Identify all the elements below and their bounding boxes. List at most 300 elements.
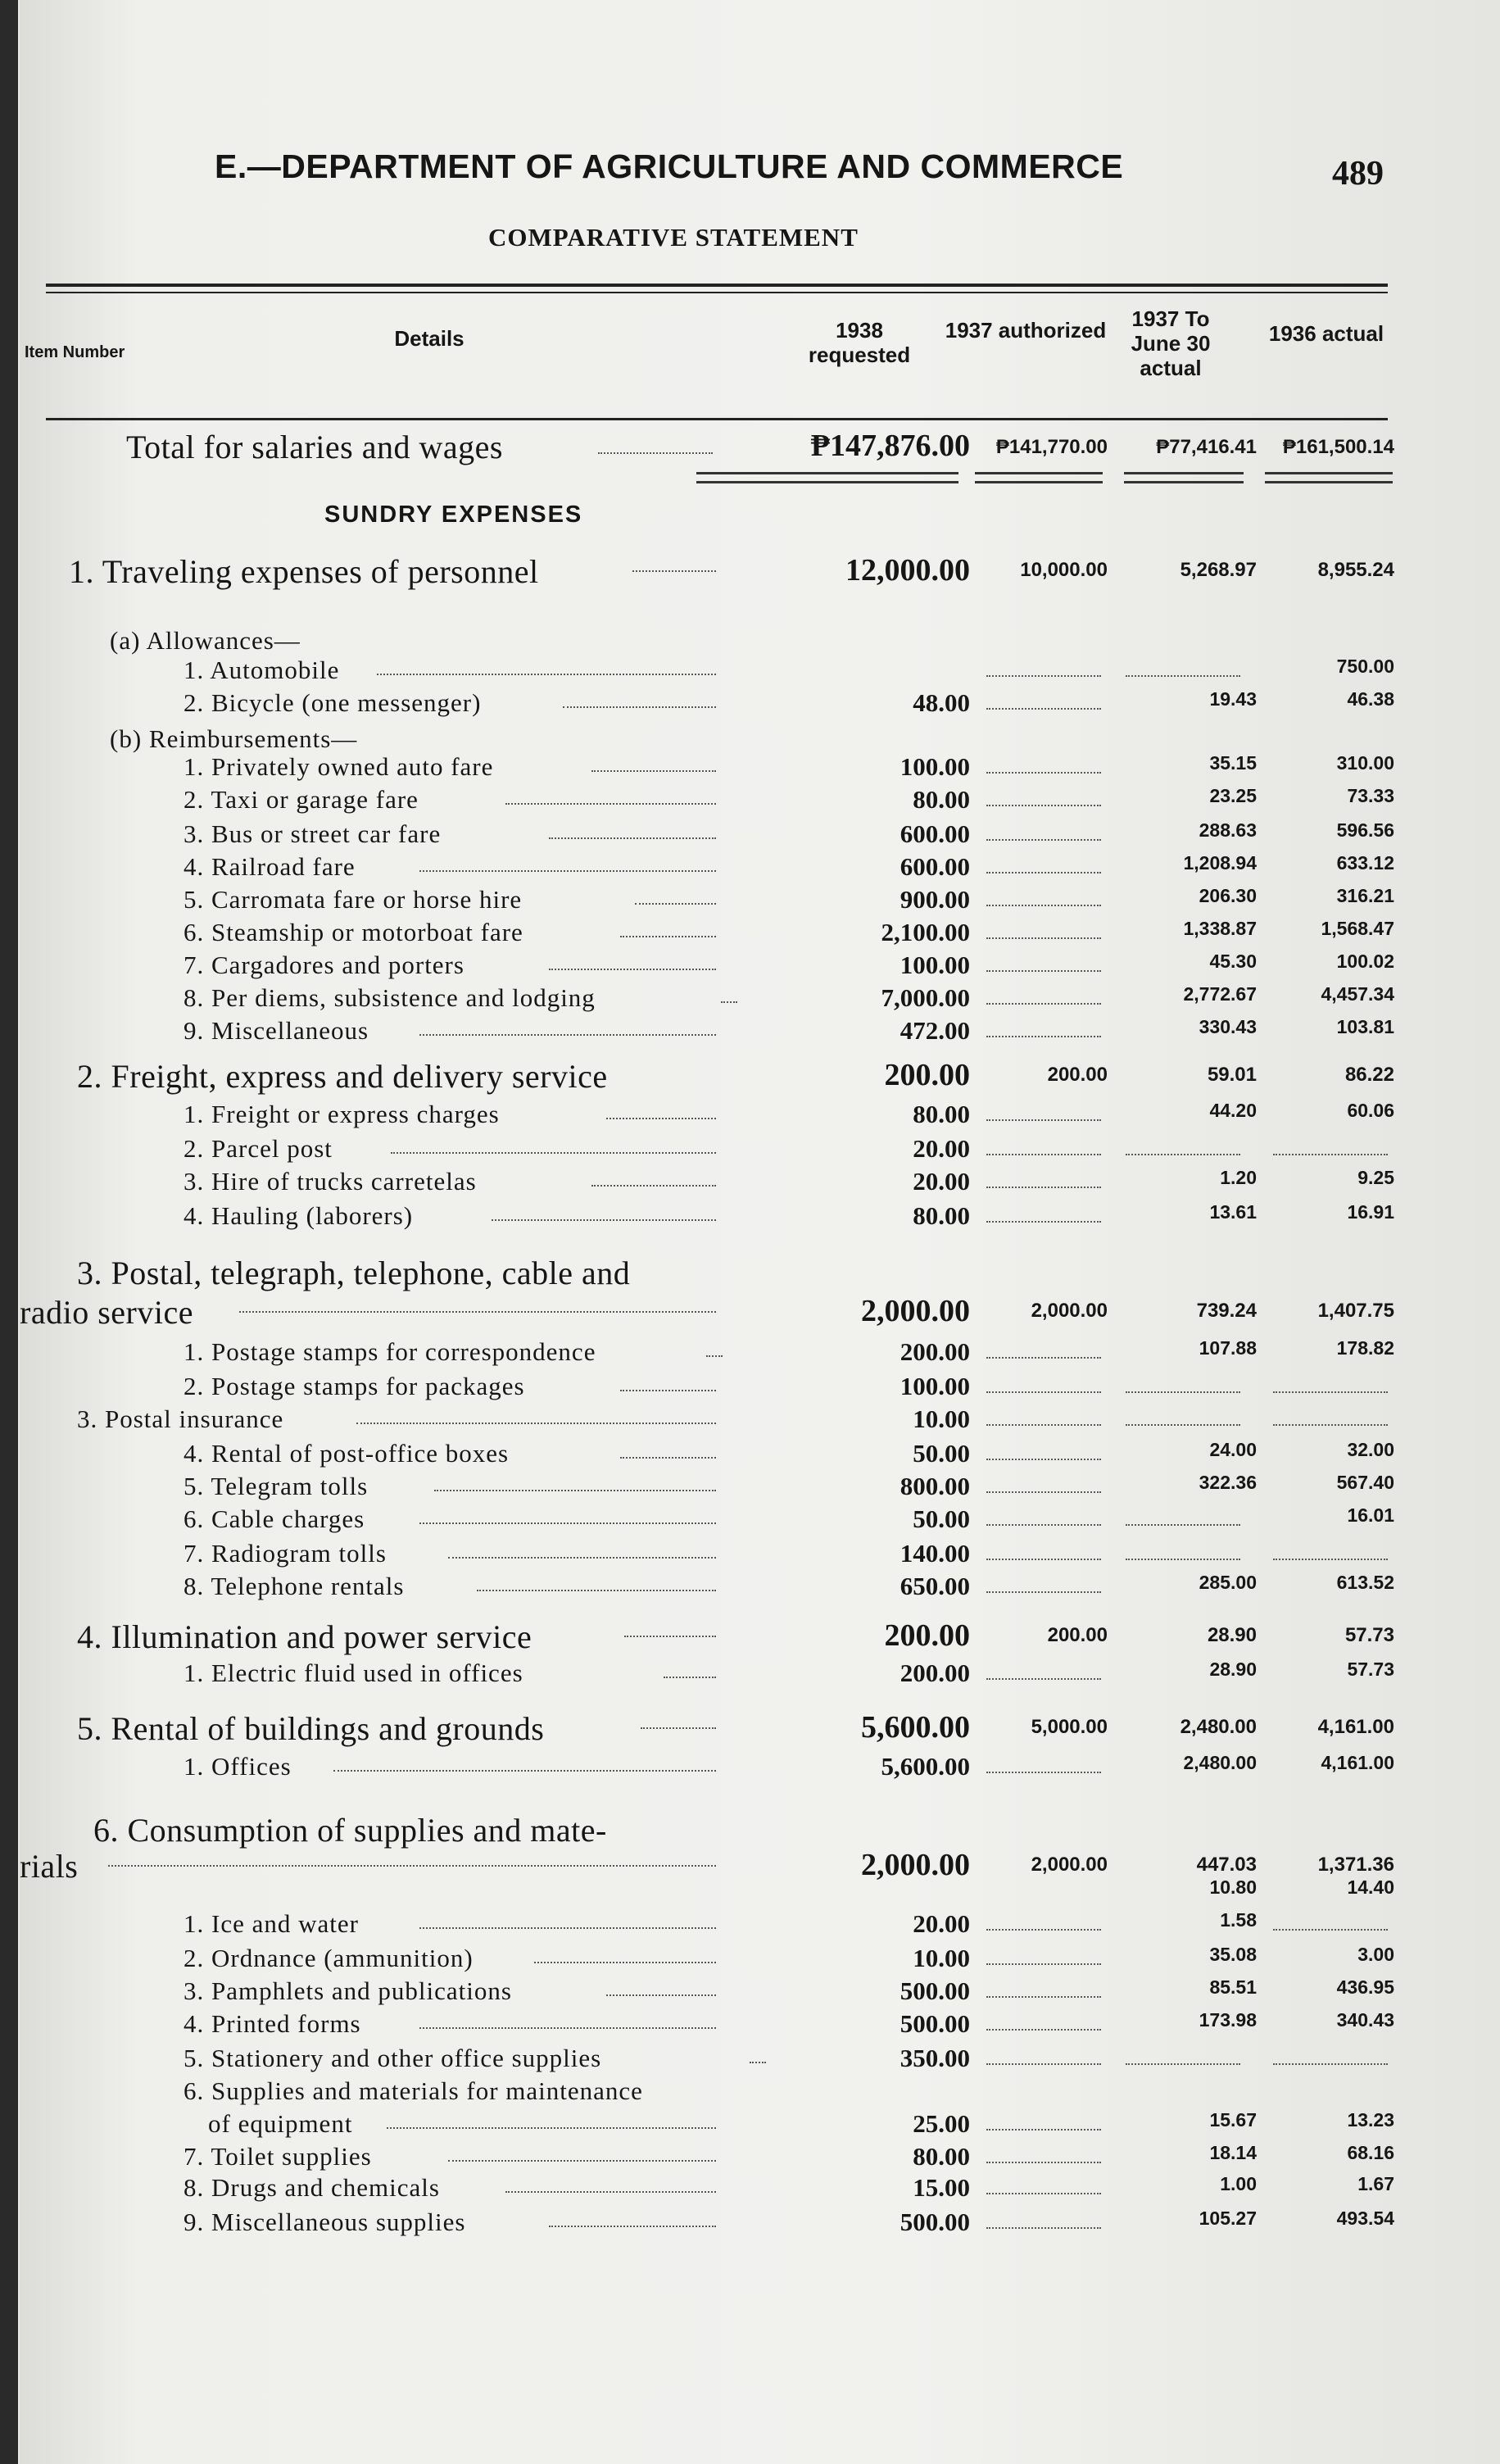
item-label: 4. Rental of post-office boxes [184,1439,510,1468]
department-heading: E.—DEPARTMENT OF AGRICULTURE AND COMMERCE [215,147,1124,185]
item-label: 6. Supplies and materials for maintenance [184,2076,643,2105]
item-label: of equipment [208,2109,353,2138]
amount-c4: 14.40 [1347,1876,1394,1898]
amount-c3: 1,208.94 [1183,852,1257,874]
header-top-rule-2 [46,292,1388,293]
item-label: 2. Postage stamps for packages [184,1372,525,1400]
table-row [20,1504,1500,1537]
amount-c1: 80.00 [913,2142,970,2171]
amount-c1: 48.00 [913,688,970,717]
amount-c4: 310.00 [1336,752,1394,774]
empty-cell-dots [986,2193,1101,2194]
empty-cell-dots [986,2029,1101,2031]
leader-dots [598,452,713,454]
table-row [20,1254,1500,1291]
amount-c4: 4,457.34 [1321,983,1394,1005]
table-row [20,2109,1500,2142]
amount-c3: 23.25 [1209,785,1257,806]
amount-c3: 285.00 [1199,1572,1257,1593]
empty-cell-dots [986,2129,1101,2130]
table-row [20,951,1500,983]
amount-c4: 750.00 [1336,656,1394,677]
empty-cell-dots [986,1036,1101,1037]
amount-c3: 288.63 [1199,819,1257,841]
leader-dots [549,969,716,970]
statement-subtitle: COMPARATIVE STATEMENT [488,223,859,252]
table-row [20,1944,1500,1976]
amount-c4: 613.52 [1336,1572,1394,1593]
amount-c1: 650.00 [900,1572,970,1600]
empty-cell-dots [986,1591,1101,1593]
amount-c1: 200.00 [900,1659,970,1687]
amount-c1: 600.00 [900,852,970,881]
leader-dots [333,1770,716,1772]
table-row [20,1752,1500,1785]
leader-dots [505,2191,716,2193]
col-header-1937-authorized: 1937 authorized [945,318,1107,343]
amount-c4: 8,955.24 [1317,559,1394,581]
item-label: 9. Miscellaneous supplies [184,2208,466,2236]
amount-c1: 900.00 [900,885,970,914]
table-row [20,1372,1500,1404]
amount-c3: 1.00 [1220,2173,1257,2194]
empty-cell-dots [1273,1391,1388,1393]
item-label: 5. Rental of buildings and grounds [77,1710,545,1747]
amount-c3: 35.15 [1209,752,1257,774]
table-row [20,2142,1500,2175]
leader-dots [387,2127,716,2129]
amount-c3: 1.20 [1220,1167,1257,1188]
empty-cell-dots [1273,1424,1388,1426]
leader-dots [620,1457,716,1459]
item-label: 1. Traveling expenses of personnel [69,553,539,590]
item-label: rials [20,1848,79,1885]
empty-cell-dots [986,970,1101,972]
amount-c2: 10,000.00 [1020,559,1108,581]
table-row [20,1659,1500,1691]
item-label: 5. Stationery and other office supplies [184,2044,602,2072]
table-row [20,1404,1500,1437]
amount-c4: 316.21 [1336,885,1394,906]
item-label: 6. Steamship or motorboat fare [184,918,523,946]
empty-cell-dots [986,839,1101,841]
item-label: 3. Pamphlets and publications [184,1976,512,2005]
amount-c1: 10.00 [913,1944,970,1972]
table-row [20,885,1500,918]
amount-c1: 350.00 [900,2044,970,2072]
empty-cell-dots [986,1154,1101,1155]
amount-c1: 472.00 [900,1016,970,1045]
item-label: 2. Freight, express and delivery service [77,1058,608,1095]
amount-c2: 200.00 [1047,1064,1108,1086]
leader-dots [563,706,716,708]
amount-c4: 16.91 [1347,1201,1394,1223]
amount-c3: 10.80 [1209,1876,1257,1898]
table-row [20,1976,1500,2009]
empty-cell-dots [986,1772,1101,1773]
table-row [20,626,1500,659]
table-row [20,2044,1500,2076]
amount-c4: 32.00 [1347,1439,1394,1460]
amount-c1: 200.00 [900,1337,970,1366]
table-row [20,1909,1500,1942]
amount-c1: 500.00 [900,2009,970,2038]
amount-c1: 80.00 [913,1201,970,1230]
empty-cell-dots [986,1524,1101,1526]
amount-c1: 100.00 [900,951,970,979]
amount-c1: 50.00 [913,1504,970,1533]
leader-dots [620,1390,716,1391]
leader-dots [549,2226,716,2227]
amount-c4: 60.06 [1347,1100,1394,1121]
leader-dots [356,1423,716,1424]
empty-cell-dots [986,2063,1101,2065]
item-label: 1. Postage stamps for correspondence [184,1337,596,1366]
empty-cell-dots [986,1391,1101,1393]
item-label: 1. Privately owned auto fare [184,752,494,781]
amount-c4: 1,407.75 [1317,1300,1394,1322]
amount-c4: 16.01 [1347,1504,1394,1526]
leader-dots [419,2027,716,2029]
amount-c1: 500.00 [900,2208,970,2236]
amount-c4: 340.43 [1336,2009,1394,2031]
page-number: 489 [1332,155,1384,193]
amount-c3: 2,480.00 [1180,1716,1257,1738]
total-1937-june: ₱77,416.41 [1156,436,1257,458]
amount-c3: 35.08 [1209,1944,1257,1965]
table-row [20,2173,1500,2206]
amount-c3: 45.30 [1209,951,1257,972]
leader-dots [632,570,716,572]
empty-cell-dots [986,1424,1101,1426]
leader-dots [591,770,716,772]
empty-cell-dots [1126,1391,1240,1393]
amount-c3: 1,338.87 [1183,918,1257,939]
amount-c1: 800.00 [900,1472,970,1500]
empty-cell-dots [986,937,1101,939]
leader-dots [664,1677,716,1678]
amount-c3: 330.43 [1199,1016,1257,1037]
table-row [20,785,1500,818]
empty-cell-dots [986,772,1101,774]
amount-c3: 13.61 [1209,1201,1257,1223]
amount-c3: 2,480.00 [1183,1752,1257,1773]
amount-c1: 12,000.00 [845,553,970,588]
item-label: 1. Freight or express charges [184,1100,500,1128]
amount-c3: 322.36 [1199,1472,1257,1493]
empty-cell-dots [986,1559,1101,1560]
total-underline-3 [1124,472,1244,483]
empty-cell-dots [986,2227,1101,2229]
item-label: 6. Consumption of supplies and mate- [93,1812,607,1849]
leader-dots [492,1219,716,1221]
leader-dots [448,1557,716,1559]
amount-c4: 68.16 [1347,2142,1394,2163]
item-label: 2. Parcel post [184,1134,333,1163]
amount-c3: 5,268.97 [1180,559,1257,581]
item-label: 1. Offices [184,1752,292,1781]
table-row [20,552,1500,590]
empty-cell-dots [986,1929,1101,1931]
item-label: 4. Railroad fare [184,852,356,881]
amount-c3: 59.01 [1207,1064,1257,1086]
empty-cell-dots [1126,675,1240,677]
table-row [20,1439,1500,1472]
item-label: radio service [20,1294,193,1331]
total-underline-1 [696,472,958,483]
amount-c4: 46.38 [1347,688,1394,710]
leader-dots [108,1865,716,1867]
empty-cell-dots [986,805,1101,806]
amount-c4: 57.73 [1344,1624,1394,1646]
leader-dots [377,674,716,675]
empty-cell-dots [986,872,1101,874]
amount-c4: 178.82 [1336,1337,1394,1359]
amount-c3: 44.20 [1209,1100,1257,1121]
header-top-rule [46,284,1388,287]
total-row [20,428,1500,465]
item-label: 3. Hire of trucks carretelas [184,1167,477,1196]
leader-dots [620,936,716,937]
leader-dots [505,803,716,805]
item-label: 4. Illumination and power service [77,1618,532,1655]
table-row [20,1293,1500,1331]
amount-c2: 2,000.00 [1031,1300,1108,1322]
amount-c4: 73.33 [1347,785,1394,806]
leader-dots [641,1727,716,1729]
leader-dots [434,1490,716,1491]
amount-c3: 28.90 [1209,1659,1257,1680]
amount-c4: 100.02 [1336,951,1394,972]
amount-c4: 13.23 [1347,2109,1394,2130]
empty-cell-dots [1273,1559,1388,1560]
table-row [20,688,1500,721]
table-row [20,1057,1500,1095]
leader-dots [721,1001,737,1003]
item-label: (b) Reimbursements— [110,724,358,753]
amount-c3: 19.43 [1209,688,1257,710]
amount-c3: 24.00 [1209,1439,1257,1460]
amount-c3: 18.14 [1209,2142,1257,2163]
leader-dots [624,1636,716,1637]
total-1936: ₱161,500.14 [1282,436,1394,458]
amount-c4: 57.73 [1347,1659,1394,1680]
amount-c1: 2,000.00 [861,1848,970,1882]
amount-c4: 633.12 [1336,852,1394,874]
leader-dots [448,2160,716,2162]
document-page [20,0,1500,2464]
amount-c1: 25.00 [913,2109,970,2138]
amount-c1: 50.00 [913,1439,970,1468]
table-row [20,1876,1500,1909]
leader-dots [534,1962,716,1963]
item-label: 3. Postal insurance [77,1404,284,1433]
amount-c1: 140.00 [900,1539,970,1568]
table-row [20,1618,1500,1655]
table-row [20,1572,1500,1604]
amount-c3: 447.03 [1196,1854,1257,1876]
table-row [20,819,1500,852]
item-label: 6. Cable charges [184,1504,365,1533]
table-row [20,1100,1500,1132]
amount-c4: 9.25 [1357,1167,1394,1188]
item-label: 2. Bicycle (one messenger) [184,688,482,717]
empty-cell-dots [986,905,1101,906]
table-row [20,1337,1500,1370]
amount-c3: 107.88 [1199,1337,1257,1359]
empty-cell-dots [1273,1929,1388,1931]
amount-c4: 1.67 [1357,2173,1394,2194]
amount-c4: 103.81 [1336,1016,1394,1037]
empty-cell-dots [1126,1559,1240,1560]
amount-c3: 85.51 [1209,1976,1257,1998]
col-header-details: Details [394,326,465,351]
item-label: 1. Ice and water [184,1909,359,1938]
leader-dots [239,1311,716,1313]
total-1938: ₱147,876.00 [810,429,970,463]
item-label: 9. Miscellaneous [184,1016,369,1045]
col-header-1938: 1938 requested [808,318,911,367]
empty-cell-dots [1126,1424,1240,1426]
item-label: 4. Printed forms [184,2009,361,2038]
amount-c2: 200.00 [1047,1624,1108,1646]
amount-c4: 596.56 [1336,819,1394,841]
amount-c1: 500.00 [900,1976,970,2005]
amount-c1: 2,100.00 [881,918,970,946]
empty-cell-dots [986,1963,1101,1965]
amount-c1: 5,600.00 [881,1752,970,1781]
table-row [20,752,1500,785]
amount-c4: 86.22 [1344,1064,1394,1086]
leader-dots [606,1994,716,1996]
table-row [20,1201,1500,1234]
amount-c1: 100.00 [900,1372,970,1400]
amount-c4: 1,371.36 [1317,1854,1394,1876]
empty-cell-dots [986,1119,1101,1121]
empty-cell-dots [986,1678,1101,1680]
leader-dots [419,1034,716,1036]
empty-cell-dots [986,1003,1101,1005]
empty-cell-dots [986,1357,1101,1359]
col-header-item: Item Number [25,343,125,361]
item-label: 3. Bus or street car fare [184,819,442,848]
amount-c1: 80.00 [913,785,970,814]
empty-cell-dots [986,1221,1101,1223]
item-label: 1. Electric fluid used in offices [184,1659,523,1687]
leader-dots [549,837,716,839]
leader-dots [706,1355,723,1357]
amount-c1: 15.00 [913,2173,970,2202]
empty-cell-dots [1126,1154,1240,1155]
empty-cell-dots [986,1187,1101,1188]
table-row [20,1847,1500,1885]
amount-c1: 200.00 [884,1058,970,1092]
item-label: 2. Ordnance (ammunition) [184,1944,474,1972]
item-label: 5. Telegram tolls [184,1472,369,1500]
col-header-1937-june: 1937 To June 30 actual [1131,306,1211,380]
empty-cell-dots [986,708,1101,710]
amount-c3: 206.30 [1199,885,1257,906]
table-row [20,1167,1500,1200]
table-row [20,1709,1500,1747]
amount-c1: 2,000.00 [861,1294,970,1328]
amount-c1: 600.00 [900,819,970,848]
leader-dots [419,1927,716,1929]
empty-cell-dots [1273,1154,1388,1155]
empty-cell-dots [1273,2063,1388,2065]
table-row [20,2208,1500,2240]
item-label: 8. Telephone rentals [184,1572,405,1600]
col-header-1936: 1936 actual [1268,321,1384,346]
amount-c1: 20.00 [913,1167,970,1196]
table-row [20,656,1500,688]
amount-c1: 100.00 [900,752,970,781]
item-label: 7. Radiogram tolls [184,1539,387,1568]
leader-dots [419,870,716,872]
table-row [20,1134,1500,1167]
amount-c4: 567.40 [1336,1472,1394,1493]
amount-c1: 7,000.00 [881,983,970,1012]
amount-c3: 2,772.67 [1183,983,1257,1005]
item-label: 4. Hauling (laborers) [184,1201,414,1230]
leader-dots [477,1590,716,1591]
total-1937-authorized: ₱141,770.00 [995,436,1108,458]
amount-c4: 3.00 [1357,1944,1394,1965]
table-row [20,1472,1500,1504]
total-underline-4 [1265,472,1393,483]
empty-cell-dots [986,675,1101,677]
item-label: 1. Automobile [184,656,340,684]
amount-c3: 739.24 [1196,1300,1257,1322]
table-row [20,1016,1500,1049]
leader-dots [591,1185,716,1187]
table-row [20,1539,1500,1572]
leader-dots [419,1522,716,1524]
item-label: 7. Toilet supplies [184,2142,372,2171]
amount-c4: 4,161.00 [1317,1716,1394,1738]
amount-c4: 436.95 [1336,1976,1394,1998]
item-label: 7. Cargadores and porters [184,951,465,979]
empty-cell-dots [986,1459,1101,1460]
empty-cell-dots [1126,2063,1240,2065]
empty-cell-dots [986,2162,1101,2163]
table-row [20,918,1500,951]
leader-dots [606,1118,716,1119]
amount-c4: 1,568.47 [1321,918,1394,939]
amount-c1: 200.00 [884,1618,970,1653]
item-label: 2. Taxi or garage fare [184,785,419,814]
table-row [20,852,1500,885]
item-label: 3. Postal, telegraph, telephone, cable and [77,1255,631,1291]
table-row [20,1811,1500,1849]
amount-c3: 15.67 [1209,2109,1257,2130]
table-row [20,2076,1500,2109]
item-label: 8. Per diems, subsistence and lodging [184,983,596,1012]
amount-c1: 20.00 [913,1909,970,1938]
amount-c2: 5,000.00 [1031,1716,1108,1738]
amount-c3: 173.98 [1199,2009,1257,2031]
table-row [20,2009,1500,2042]
amount-c4: 493.54 [1336,2208,1394,2229]
leader-dots [635,903,716,905]
amount-c3: 105.27 [1199,2208,1257,2229]
header-bottom-rule [46,418,1388,420]
amount-c3: 1.58 [1220,1909,1257,1931]
empty-cell-dots [986,1996,1101,1998]
empty-cell-dots [1126,1524,1240,1526]
total-underline-2 [975,472,1103,483]
amount-c1: 10.00 [913,1404,970,1433]
